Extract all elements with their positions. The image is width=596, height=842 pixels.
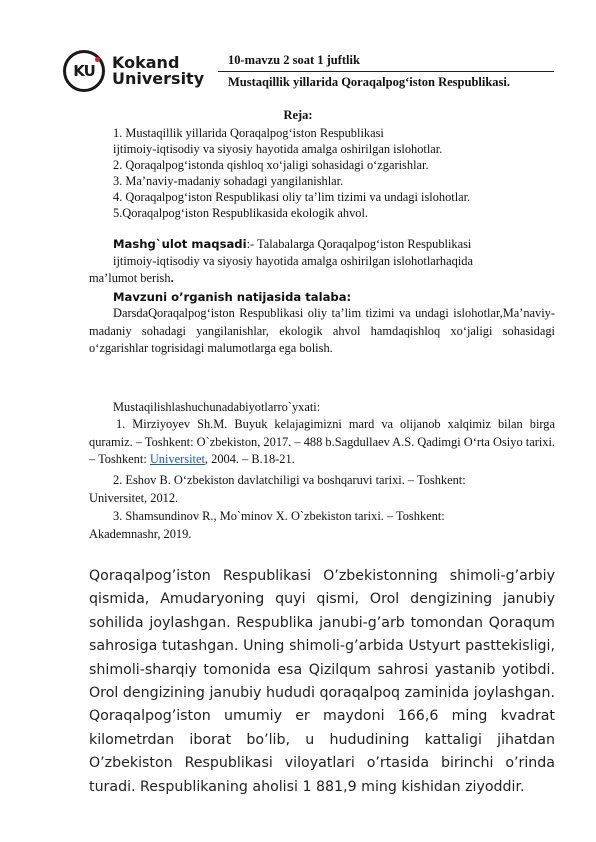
literature-item-3-line1: 3. Shamsundinov R., Mo`minov X. O`zbekiston tarixi. – Toshkent: <box>113 509 445 523</box>
goal-line2: ijtimoiy-iqtisodiy va siyosiy hayotida amalga oshirilgan islohotlarhaqida <box>113 254 473 268</box>
logo-line2: University <box>112 69 205 88</box>
literature-item-2-line2: Universitet, 2012. <box>89 491 179 505</box>
logo-line1: Kokand <box>112 53 180 72</box>
logo-text <box>112 55 204 87</box>
literature-title: Mustaqilishlashuchunadabiyotlarro`yxati: <box>113 400 321 414</box>
goal-label: Mashg`ulot maqsadi <box>113 237 247 251</box>
plan-item: 1. Mustaqillik yillarida Qoraqalpog‘iston Respublikasi <box>113 126 384 140</box>
university-logo <box>63 50 204 92</box>
logo-mark-text: KU <box>73 62 95 80</box>
literature-item-2-line1: 2. Eshov B. O‘zbekiston davlatchiligi va boshqaruvi tarixi. – Toshkent: <box>113 473 466 487</box>
literature-item-3-line2: Akademnashr, 2019. <box>89 527 192 541</box>
outcome-label <box>113 288 351 306</box>
plan-item: 3. Ma’naviy-madaniy sohadagi yangilanishlar. <box>113 174 344 188</box>
plan-title: Reja: <box>283 108 313 122</box>
plan-item: 2. Qoraqalpog‘istonda qishloq xo‘jaligi sohasidagi o‘zgarishlar. <box>113 158 429 172</box>
plan-item: 4. Qoraqalpog‘iston Respublikasi oliy ta’lim tizimi va undagi islohotlar. <box>113 190 471 204</box>
plan-item: 5.Qoraqalpog‘iston Respublikasida ekologik ahvol. <box>113 206 369 220</box>
literature-item-1 <box>89 416 555 469</box>
goal-line3 <box>89 271 174 287</box>
universitet-link[interactable]: Universitet <box>149 452 205 466</box>
logo-mark <box>63 50 105 92</box>
goal-line3-text: ma’lumot berish <box>89 271 171 285</box>
goal-sep: :- <box>246 237 258 251</box>
outcome-label-text: Mavzuni o’rganish natijasida talaba: <box>113 290 352 304</box>
header-divider <box>218 71 554 72</box>
goal-text: Talabalarga Qoraqalpog‘iston Respublikasi <box>257 237 472 251</box>
outcome-text: DarsdaQoraqalpog‘iston Respublikasi oliy ta’lim tizimi va undagi islohotlar,Ma’naviy-madaniy sohadagi yangilanishlar, ekologik ahvol hamdaqishloq xo‘jaligi sohasidagi o‘zgarishlar togrisidagi malumotlarga ega bolish. <box>89 306 555 355</box>
lit1-text: 1. Mirziyoyev Sh.M. Buyuk kelajagimizni mard va olijanob xalqimiz bilan birga quramiz. – Toshkent: O`zbekiston, 2017. – 488 b.Sagdullaev A.S. Qadimgi O‘rta Osiyo tarixi. – Toshkent: <box>89 417 555 466</box>
goal-line3-end: . <box>170 271 174 285</box>
plan-item: ijtimoiy-iqtisodiy va siyosiy hayotida amalga oshirilgan islohotlar. <box>113 142 443 156</box>
body-paragraph: Qoraqalpog’iston Respublikasi O’zbekistonning shimoli-g’arbiy qismida, Amudaryoning quyi qismi, Orol dengizining janubiy sohilida joylashgan. Respublika janubi-g’arb tomondan Qoraqum sahrosiga tutashgan. Uning shimoli-g’arbida Ustyurt pasttekisligi, shimoli-sharqiy tomonida esa Qizilqum sahrosi yastanib yotibdi. Orol dengizining janubiy hududi qoraqalpoq zaminida joylashgan. Qoraqalpog’iston umumiy er maydoni 166,6 ming kvadrat kilometrdan iborat bo’lib, u hududining kattaligi jihatdan O’zbekiston Respublikasi viloyatlari o’rtasida birinchi o’rinda turadi. Respublikaning aholisi 1 881,9 ming kishidan ziyoddir. <box>89 568 555 795</box>
goal-line1 <box>113 237 471 253</box>
lesson-title: 10-mavzu 2 soat 1 juftlik <box>228 53 360 67</box>
lit1-tail: , 2004. – B.18-21. <box>204 452 295 466</box>
topic-title: Mustaqillik yillarida Qoraqalpog‘iston Respublikasi. <box>228 75 511 89</box>
